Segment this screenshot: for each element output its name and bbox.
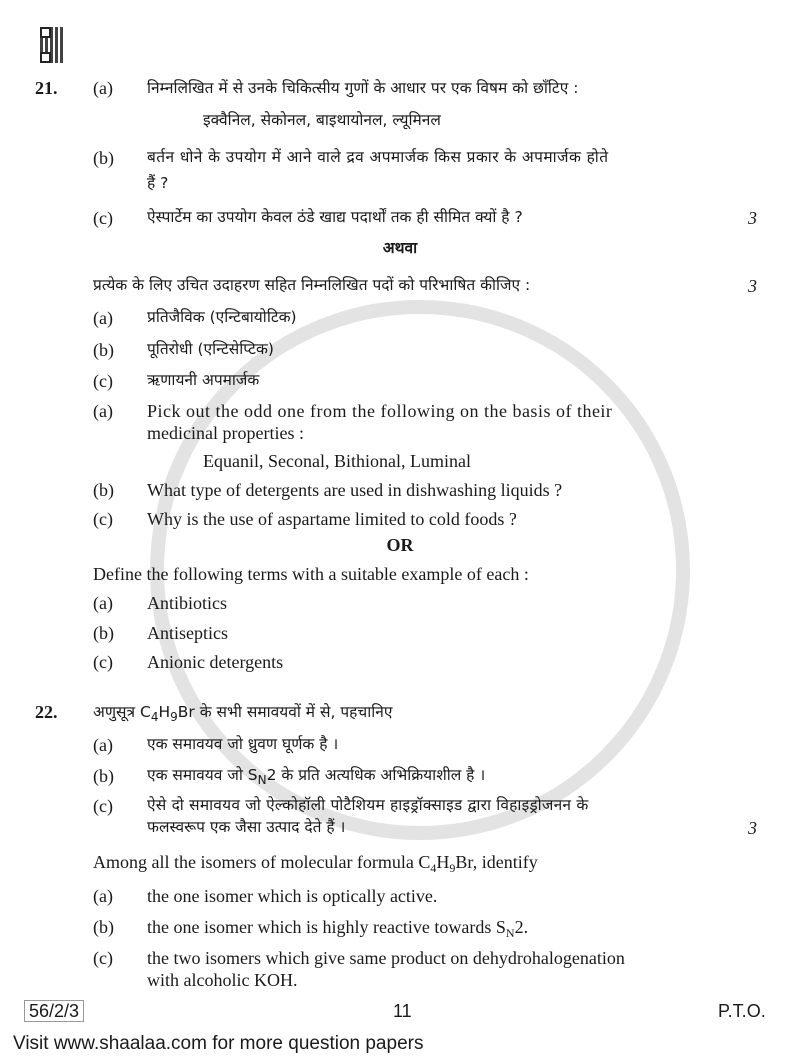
part-label: (c) <box>93 796 113 816</box>
question-text: बर्तन धोने के उपयोग में आने वाले द्रव अपमार्जक किस प्रकार के अपमार्जक होते <box>147 148 609 166</box>
part-label: (a) <box>93 886 113 906</box>
question-text: medicinal properties : <box>147 423 304 443</box>
term: Antiseptics <box>147 623 228 643</box>
paper-code: 56/2/3 <box>24 1000 84 1022</box>
marks: 3 <box>748 208 757 228</box>
question-text: ऐस्पार्टेम का उपयोग केवल ठंडे खाद्य पदार्थों तक ही सीमित क्यों है ? <box>147 208 523 226</box>
term: Antibiotics <box>147 593 227 613</box>
question-text: Define the following terms with a suitable example of each : <box>93 564 529 584</box>
question-text: with alcoholic KOH. <box>147 970 298 990</box>
question-text: the one isomer which is highly reactive towards $S_N2$. <box>147 917 529 940</box>
part-label: (a) <box>93 78 113 98</box>
question-text: प्रत्येक के लिए उचित उदाहरण सहित निम्नलिखित पदों को परिभाषित कीजिए : <box>93 276 531 294</box>
marks: 3 <box>748 818 757 838</box>
question-text: Pick out the odd one from the following on the basis of their <box>147 401 613 421</box>
term: पूतिरोधी (एन्टिसेप्टिक) <box>147 340 274 358</box>
question-text: Why is the use of aspartame limited to cold foods ? <box>147 509 517 529</box>
part-label: (a) <box>93 308 113 328</box>
term: Anionic detergents <box>147 652 284 672</box>
or-divider: अथवा <box>382 239 418 257</box>
question-number: 22. <box>35 702 58 722</box>
part-label: (c) <box>93 208 113 228</box>
qr-code <box>40 27 64 63</box>
visit-link[interactable]: Visit www.shaalaa.com for more question papers <box>13 1033 424 1054</box>
question-stem: अणुसूत्र $C_4H_9Br$ के सभी समावयवों में से, पहचानिए <box>93 703 393 724</box>
part-label: (c) <box>93 948 113 968</box>
part-label: (b) <box>93 623 114 643</box>
question-text: the one isomer which is optically active. <box>147 886 438 906</box>
part-label: (c) <box>93 509 113 529</box>
part-label: (b) <box>93 480 114 500</box>
part-label: (a) <box>93 593 113 613</box>
term: ऋणायनी अपमार्जक <box>147 371 260 389</box>
question-text: निम्नलिखित में से उनके चिकित्सीय गुणों के आधार पर एक विषम को छाँटिए : <box>147 79 579 97</box>
question-stem: Among all the isomers of molecular formula $C_4H_9Br$, identify <box>93 852 538 875</box>
question-text: What type of detergents are used in dishwashing liquids ? <box>147 480 563 500</box>
option-list: Equanil, Seconal, Bithional, Luminal <box>203 451 471 471</box>
option-list: इक्वैनिल, सेकोनल, बाइथायोनल, ल्यूमिनल <box>203 111 441 129</box>
part-label: (b) <box>93 766 114 786</box>
question-number: 21. <box>35 78 58 98</box>
question-text: ऐसे दो समावयव जो ऐल्कोहॉली पोटैशियम हाइड्रॉक्साइड द्वारा विहाइड्रोजनन के <box>147 796 589 814</box>
part-label: (a) <box>93 401 113 421</box>
or-divider: OR <box>386 535 414 555</box>
part-label: (b) <box>93 148 114 168</box>
pto-label: P.T.O. <box>718 1001 766 1021</box>
question-text: फलस्वरूप एक जैसा उत्पाद देते हैं । <box>147 818 346 836</box>
question-text: the two isomers which give same product on dehydrohalogenation <box>147 948 625 968</box>
page-number: 11 <box>393 1001 412 1021</box>
question-text: हैं ? <box>147 174 169 192</box>
question-text: एक समावयव जो $S_N2$ के प्रति अत्यधिक अभिक्रियाशील है । <box>147 766 486 787</box>
part-label: (c) <box>93 652 113 672</box>
marks: 3 <box>748 276 757 296</box>
part-label: (c) <box>93 371 113 391</box>
question-text: एक समावयव जो ध्रुवण घूर्णक है । <box>147 735 339 753</box>
part-label: (b) <box>93 340 114 360</box>
part-label: (b) <box>93 917 114 937</box>
term: प्रतिजैविक (एन्टिबायोटिक) <box>147 308 297 326</box>
part-label: (a) <box>93 735 113 755</box>
